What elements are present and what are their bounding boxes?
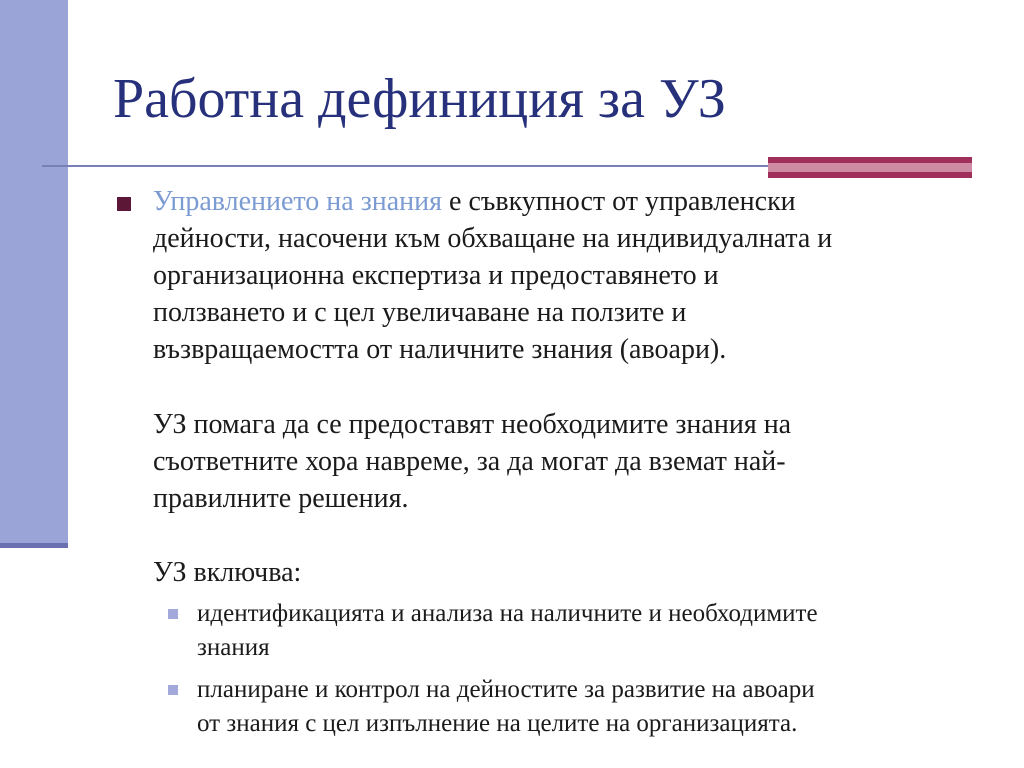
definition-line: възвращаемостта от наличните знания (авоари). bbox=[153, 334, 727, 366]
list-item-line: знания bbox=[197, 634, 270, 661]
side-bar-edge bbox=[0, 543, 68, 548]
definition-line: дейности, насочени към обхващане на индивидуалната и bbox=[153, 223, 833, 255]
definition-first-line-rest: е съвкупност от управленски bbox=[442, 186, 796, 217]
title-decoration bbox=[768, 157, 972, 178]
list-item-line: идентификацията и анализа на наличните и необходимите bbox=[197, 600, 818, 627]
purpose-line: УЗ помага да се предоставят необходимите знания на bbox=[153, 408, 792, 440]
decoration-stripe-bottom bbox=[768, 172, 972, 178]
title-divider bbox=[42, 165, 770, 167]
bullet-square-icon bbox=[117, 197, 131, 211]
slide-title: Работна дефиниция за УЗ bbox=[113, 68, 726, 130]
list-item-line: от знания с цел изпълнение на целите на организацията. bbox=[197, 710, 798, 737]
list-item-line: планиране и контрол на дейностите за развитие на авоари bbox=[197, 676, 815, 703]
decoration-stripe-middle bbox=[768, 163, 972, 172]
bullet-body bbox=[153, 183, 832, 591]
definition-highlight: Управлението на знания bbox=[153, 186, 443, 217]
sub-bullet-square-icon bbox=[168, 685, 178, 695]
includes-list bbox=[168, 597, 818, 749]
definition-line: организационна експертиза и предоставянето и bbox=[153, 260, 719, 292]
definition-line: ползването и с цел увеличаване на ползите и bbox=[153, 297, 687, 329]
purpose-line: правилните решения. bbox=[153, 482, 409, 514]
definition-line bbox=[153, 183, 832, 220]
list-item bbox=[168, 673, 818, 741]
includes-intro: УЗ включва: bbox=[153, 556, 302, 588]
blank-line bbox=[153, 368, 832, 405]
side-bar bbox=[0, 0, 68, 543]
purpose-line: съответните хора навреме, за да могат да вземат най- bbox=[153, 445, 786, 477]
sub-bullet-square-icon bbox=[168, 609, 178, 619]
blank-line bbox=[153, 517, 832, 554]
list-item bbox=[168, 597, 818, 665]
